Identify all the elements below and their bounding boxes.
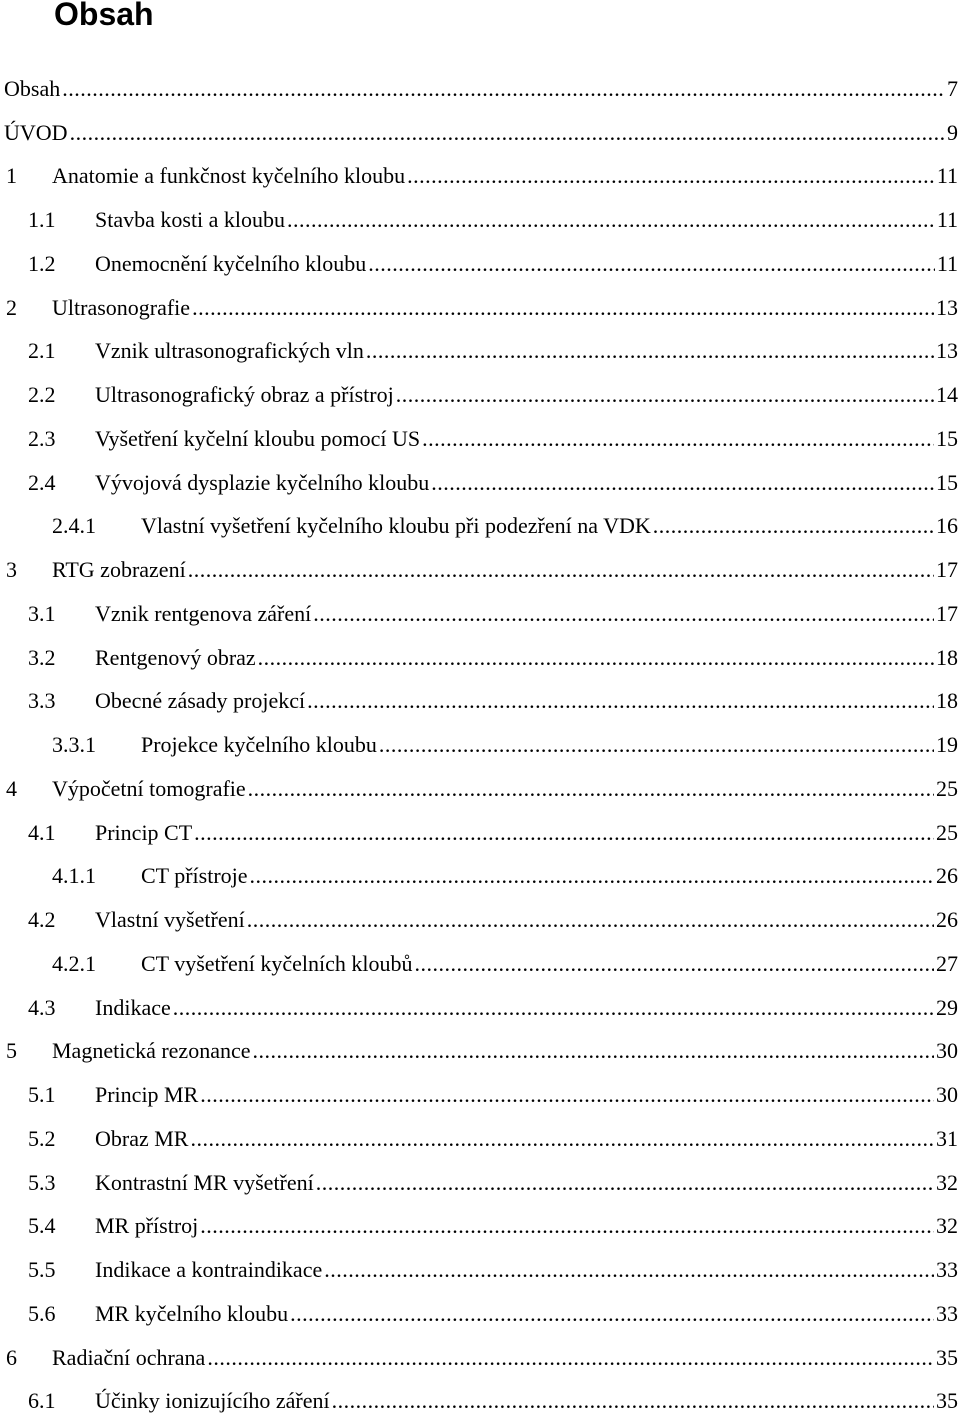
toc-entry-label: Vznik rentgenova záření [95,601,311,627]
toc-entry-text [95,251,958,277]
toc-entry-label: Obraz MR [95,1126,188,1152]
toc-entry-number: 3.3 [28,688,56,714]
toc-entry-page-number: 14 [936,382,958,408]
toc-dot-leader [307,688,934,714]
toc-entry-text [95,470,958,496]
toc-entry-text [95,207,958,233]
toc-entry-text [141,732,958,758]
toc-entry-number: 4 [6,776,17,802]
toc-entry-text [95,688,958,714]
toc-entry-number: 2.4.1 [52,513,96,539]
toc-entry-text [95,1082,958,1108]
toc-dot-leader [653,513,934,539]
toc-entry-page-number: 26 [936,907,958,933]
toc-entry-page-number: 11 [937,207,958,233]
toc-entry[interactable] [0,286,958,330]
toc-entry-number: 4.1.1 [52,863,96,889]
toc-entry-number: 4.1 [28,820,56,846]
toc-entry[interactable] [0,1117,958,1161]
toc-entry-number: 3.3.1 [52,732,96,758]
toc-entry-text [141,863,958,889]
toc-entry-label: Stavba kosti a kloubu [95,207,285,233]
toc-entry-text [95,820,958,846]
toc-entry[interactable] [0,548,958,592]
toc-entry-page-number: 11 [937,251,958,277]
toc-entry-label: MR kyčelního kloubu [95,1301,288,1327]
toc-entry[interactable] [0,242,958,286]
toc-entry-label: Ultrasonografie [52,295,190,321]
toc-entry-label: Obecné zásady projekcí [95,688,305,714]
toc-entry[interactable] [0,1248,958,1292]
toc-dot-leader [248,776,934,802]
toc-entry-text [95,601,958,627]
toc-entry-page-number: 13 [936,295,958,321]
toc-entry-label: Anatomie a funkčnost kyčelního kloubu [52,163,405,189]
toc-entry[interactable] [0,373,958,417]
toc-entry-number: 3 [6,557,17,583]
toc-entry-page-number: 33 [936,1257,958,1283]
toc-entry-text [95,1126,958,1152]
toc-entry-label: RTG zobrazení [52,557,186,583]
toc-entry-page-number: 18 [936,688,958,714]
toc-entry[interactable] [0,155,958,199]
toc-entry[interactable] [0,505,958,549]
toc-entry-page-number: 32 [936,1213,958,1239]
toc-entry-page-number: 30 [936,1082,958,1108]
toc-entry-number: 5 [6,1038,17,1064]
toc-entry-text [141,513,958,539]
toc-entry-page-number: 35 [936,1345,958,1371]
toc-entry-page-number: 31 [936,1126,958,1152]
toc-entry-number: 5.5 [28,1257,56,1283]
toc-entry[interactable] [0,986,958,1030]
toc-entry[interactable] [0,1336,958,1380]
toc-entry-number: 6.1 [28,1388,56,1414]
toc-dot-leader [190,1126,934,1152]
toc-entry-page-number: 15 [936,470,958,496]
toc-entry-text [52,776,958,802]
toc-entry-page-number: 19 [936,732,958,758]
toc-entry-number: 3.2 [28,645,56,671]
toc-entry-number: 5.2 [28,1126,56,1152]
toc-dot-leader [200,1213,934,1239]
toc-entry[interactable] [0,198,958,242]
toc-entry[interactable] [0,942,958,986]
toc-entry-number: 2.2 [28,382,56,408]
toc-dot-leader [192,295,934,321]
toc-entry-label: Rentgenový obraz [95,645,256,671]
toc-entry-page-number: 7 [947,76,958,102]
toc-entry-page-number: 9 [947,120,958,146]
toc-dot-leader [316,1170,934,1196]
toc-entry-label: Výpočetní tomografie [52,776,246,802]
toc-entry-label: Radiační ochrana [52,1345,205,1371]
toc-dot-leader [415,951,935,977]
page-title: Obsah [54,0,154,36]
toc-entry-number: 4.3 [28,995,56,1021]
toc-entry-text [95,1213,958,1239]
toc-entry-number: 1.1 [28,207,56,233]
toc-entry[interactable] [0,330,958,374]
toc-dot-leader [62,76,945,102]
toc-entry[interactable] [0,1380,958,1423]
toc-entry-text [4,120,958,146]
toc-entry[interactable] [0,811,958,855]
toc-entry[interactable] [0,898,958,942]
toc-entry-text [95,1170,958,1196]
toc-dot-leader [366,338,934,364]
toc-entry-number: 2.4 [28,470,56,496]
toc-entry-page-number: 18 [936,645,958,671]
toc-dot-leader [407,163,935,189]
toc-entry-text [52,1345,958,1371]
toc-entry-page-number: 30 [936,1038,958,1064]
toc-entry-text [95,1388,958,1414]
toc-entry-label: Magnetická rezonance [52,1038,251,1064]
toc-entry-page-number: 13 [936,338,958,364]
toc-dot-leader [194,820,934,846]
toc-entry-text [52,1038,958,1064]
toc-entry-number: 1.2 [28,251,56,277]
toc-entry-number: 3.1 [28,601,56,627]
toc-dot-leader [250,863,934,889]
toc-entry[interactable] [0,1292,958,1336]
toc-dot-leader [379,732,934,758]
toc-entry-text [95,338,958,364]
toc-entry-label: Princip CT [95,820,192,846]
toc-entry-page-number: 16 [936,513,958,539]
toc-entry-page-number: 27 [936,951,958,977]
toc-dot-leader [290,1301,934,1327]
toc-entry-text [52,295,958,321]
toc-entry-label: Vyšetření kyčelní kloubu pomocí US [95,426,420,452]
toc-entry-label: Účinky ionizujícího záření [95,1388,330,1414]
toc-dot-leader [431,470,934,496]
toc-entry[interactable] [0,855,958,899]
toc-dot-leader [200,1082,934,1108]
toc-entry-label: Vlastní vyšetření [95,907,245,933]
table-of-contents [0,67,958,1423]
toc-entry-label: Princip MR [95,1082,198,1108]
toc-entry[interactable] [0,1030,958,1074]
toc-entry-text [95,1301,958,1327]
toc-entry-page-number: 35 [936,1388,958,1414]
toc-dot-leader [70,120,945,146]
toc-dot-leader [396,382,934,408]
toc-entry-number: 2 [6,295,17,321]
toc-dot-leader [422,426,934,452]
toc-entry-text [52,557,958,583]
toc-dot-leader [247,907,934,933]
toc-entry-text [95,1257,958,1283]
toc-entry[interactable] [0,592,958,636]
toc-entry-label: Projekce kyčelního kloubu [141,732,377,758]
toc-entry-label: Vznik ultrasonografických vln [95,338,364,364]
toc-entry-text [141,951,958,977]
toc-entry[interactable] [0,723,958,767]
toc-entry-number: 5.6 [28,1301,56,1327]
toc-dot-leader [324,1257,934,1283]
toc-entry-label: Onemocnění kyčelního kloubu [95,251,366,277]
toc-entry-text [95,645,958,671]
toc-entry[interactable] [0,1161,958,1205]
toc-entry-number: 2.3 [28,426,56,452]
toc-entry-number: 6 [6,1345,17,1371]
toc-dot-leader [188,557,934,583]
toc-entry[interactable] [0,111,958,155]
toc-entry-label: Obsah [4,76,60,102]
toc-dot-leader [287,207,935,233]
toc-entry-text [95,382,958,408]
toc-entry-page-number: 25 [936,820,958,846]
toc-dot-leader [253,1038,935,1064]
toc-entry-page-number: 17 [936,557,958,583]
toc-entry-label: MR přístroj [95,1213,198,1239]
toc-dot-leader [313,601,934,627]
toc-entry-number: 1 [6,163,17,189]
toc-entry-text [95,907,958,933]
toc-entry-label: Vývojová dysplazie kyčelního kloubu [95,470,429,496]
toc-entry-label: Indikace a kontraindikace [95,1257,322,1283]
toc-dot-leader [258,645,934,671]
toc-entry-number: 5.1 [28,1082,56,1108]
toc-entry-text [95,426,958,452]
toc-entry-number: 4.2.1 [52,951,96,977]
toc-entry-label: CT přístroje [141,863,248,889]
toc-entry-page-number: 17 [936,601,958,627]
toc-entry-label: CT vyšetření kyčelních kloubů [141,951,413,977]
toc-dot-leader [368,251,935,277]
toc-entry[interactable] [0,1073,958,1117]
toc-entry-number: 2.1 [28,338,56,364]
toc-entry[interactable] [0,417,958,461]
toc-entry-number: 5.3 [28,1170,56,1196]
toc-entry[interactable] [0,67,958,111]
toc-entry-label: Vlastní vyšetření kyčelního kloubu při podezření na VDK [141,513,651,539]
toc-dot-leader [207,1345,934,1371]
toc-entry-page-number: 15 [936,426,958,452]
toc-entry-label: Ultrasonografický obraz a přístroj [95,382,394,408]
toc-entry-number: 5.4 [28,1213,56,1239]
toc-entry-label: Indikace [95,995,171,1021]
toc-entry-text [95,995,958,1021]
toc-entry-text [4,76,958,102]
toc-entry-page-number: 32 [936,1170,958,1196]
toc-entry[interactable] [0,1205,958,1249]
toc-entry-page-number: 33 [936,1301,958,1327]
toc-dot-leader [332,1388,934,1414]
toc-entry[interactable] [0,767,958,811]
toc-entry-number: 4.2 [28,907,56,933]
toc-entry-label: Kontrastní MR vyšetření [95,1170,314,1196]
toc-entry-page-number: 11 [937,163,958,189]
toc-entry[interactable] [0,461,958,505]
toc-entry[interactable] [0,680,958,724]
toc-entry-page-number: 29 [936,995,958,1021]
toc-entry-page-number: 25 [936,776,958,802]
toc-entry[interactable] [0,636,958,680]
toc-entry-text [52,163,958,189]
toc-entry-page-number: 26 [936,863,958,889]
toc-entry-label: ÚVOD [4,120,68,146]
toc-dot-leader [173,995,934,1021]
